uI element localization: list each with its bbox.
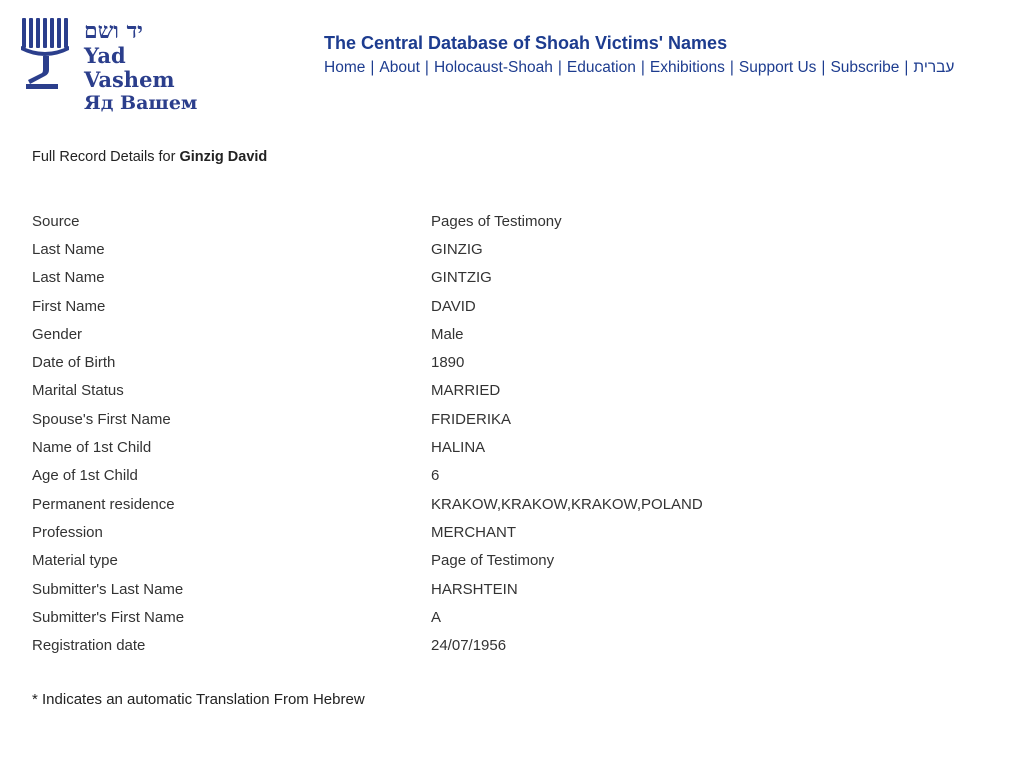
- logo-russian: Яд Вашем: [84, 92, 198, 114]
- field-label: Gender: [32, 325, 83, 343]
- field-label: Material type: [32, 552, 118, 570]
- field-label: Age of 1st Child: [32, 467, 138, 485]
- field-row: [32, 631, 812, 659]
- record-heading-name: Ginzig David: [179, 149, 268, 165]
- field-row: [32, 377, 812, 405]
- nav-exhibitions[interactable]: Exhibitions: [649, 59, 725, 76]
- field-row: [32, 320, 812, 348]
- nav-separator: |: [729, 59, 734, 76]
- field-label: Last Name: [32, 240, 105, 258]
- logo-english: Yad Vashem: [84, 43, 175, 92]
- nav-about[interactable]: About: [379, 59, 420, 76]
- field-value: 6: [431, 467, 440, 485]
- field-value: HALINA: [431, 439, 486, 457]
- site-title: The Central Database of Shoah Victims' Names: [324, 33, 728, 53]
- field-row: [32, 518, 812, 546]
- top-nav: [324, 59, 954, 77]
- field-value: 24/07/1956: [431, 637, 507, 655]
- nav-support-us[interactable]: Support Us: [738, 59, 817, 76]
- field-value: MERCHANT: [431, 523, 516, 541]
- field-row: [32, 235, 812, 263]
- field-label: Permanent residence: [32, 495, 175, 513]
- field-row: [32, 490, 812, 518]
- field-value: MARRIED: [431, 382, 501, 400]
- field-row: [32, 603, 812, 631]
- field-value: Pages of Testimony: [431, 212, 562, 230]
- field-label: Last Name: [32, 269, 105, 287]
- field-label: First Name: [32, 297, 106, 315]
- nav-separator: |: [370, 59, 375, 76]
- record-heading: [32, 149, 267, 165]
- record-fields-table: [32, 207, 812, 660]
- nav-separator: |: [640, 59, 645, 76]
- field-label: Submitter's First Name: [32, 608, 185, 626]
- nav-separator: |: [557, 59, 562, 76]
- field-value: DAVID: [431, 297, 476, 315]
- nav-education[interactable]: Education: [566, 59, 636, 76]
- field-value: HARSHTEIN: [431, 580, 518, 598]
- field-label: Submitter's Last Name: [32, 580, 184, 598]
- field-value: GINZIG: [431, 240, 483, 258]
- field-row: [32, 547, 812, 575]
- field-value: FRIDERIKA: [431, 410, 512, 428]
- field-value: KRAKOW,KRAKOW,KRAKOW,POLAND: [431, 495, 703, 513]
- field-value: Page of Testimony: [431, 552, 555, 570]
- nav-separator: |: [821, 59, 826, 76]
- nav-separator: |: [904, 59, 909, 76]
- field-row: [32, 405, 812, 433]
- menorah-icon: [18, 12, 78, 96]
- field-label: Spouse's First Name: [32, 410, 171, 428]
- field-value: Male: [431, 325, 464, 343]
- translation-footnote: * Indicates an automatic Translation From Hebrew: [32, 691, 365, 708]
- nav-separator: |: [424, 59, 429, 76]
- field-value: A: [431, 608, 442, 626]
- record-heading-prefix: Full Record Details for: [32, 149, 176, 165]
- field-row: [32, 348, 812, 376]
- field-row: [32, 264, 812, 292]
- field-label: Marital Status: [32, 382, 124, 400]
- field-label: Source: [32, 212, 80, 230]
- field-row: [32, 433, 812, 461]
- field-row: [32, 575, 812, 603]
- field-row: [32, 462, 812, 490]
- nav-holocaust-shoah[interactable]: Holocaust-Shoah: [433, 59, 553, 76]
- field-row: [32, 292, 812, 320]
- field-label: Profession: [32, 523, 103, 541]
- logo-wordmark: [84, 18, 218, 114]
- nav-hebrew[interactable]: עברית: [913, 59, 955, 76]
- logo-hebrew: יד ושם: [84, 18, 143, 44]
- nav-home[interactable]: Home: [324, 59, 366, 76]
- nav-subscribe[interactable]: Subscribe: [830, 59, 900, 76]
- field-value: 1890: [431, 354, 465, 372]
- field-label: Name of 1st Child: [32, 439, 152, 457]
- field-value: GINTZIG: [431, 269, 492, 287]
- yad-vashem-logo[interactable]: [18, 12, 218, 114]
- field-label: Date of Birth: [32, 354, 116, 372]
- field-row: [32, 207, 812, 235]
- field-label: Registration date: [32, 637, 146, 655]
